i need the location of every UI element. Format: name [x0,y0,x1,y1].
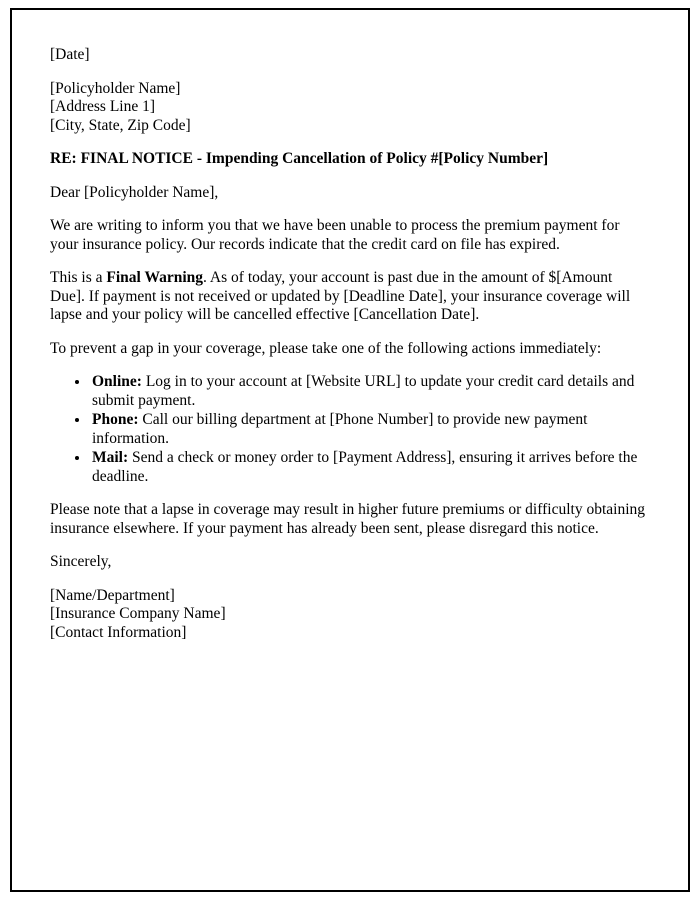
bullet-item-mail [90,449,648,486]
signature-contact-info: [Contact Information] [50,623,187,641]
bullet-label-phone: Phone: [92,411,139,428]
bullet-text-online: Log in to your account at [Website URL] to update your credit card details and submit payment. [92,373,635,409]
letter-date: [Date] [50,46,90,63]
letter-page [10,8,690,892]
signature-company-name: [Insurance Company Name] [50,605,226,622]
bullet-item-phone [90,411,648,448]
subject-line: RE: FINAL NOTICE - Impending Cancellation of Policy #[Policy Number] [50,150,549,167]
bullet-text-phone: Call our billing department at [Phone Number] to provide new payment information. [92,411,588,447]
final-warning-post-text: . As of today, your account is past due in the amount of $[Amount Due]. If payment is not received or updated by [Deadline Date], your insurance coverage will lapse and your policy will be cancelled effective [Cancellation Date]. [50,269,631,323]
signature-name-department: [Name/Department] [50,586,175,604]
paragraph-final-warning [50,269,648,325]
recipient-address-block [50,80,648,136]
final-warning-pre-text: This is a [50,269,107,286]
paragraph-actions-intro: To prevent a gap in your coverage, please take one of the following actions immediately: [50,339,602,357]
closing: Sincerely, [50,553,112,570]
bullet-label-mail: Mail: [92,449,129,466]
signature-block [50,587,648,643]
letter-body [50,46,648,642]
bullet-item-online [90,373,648,410]
paragraph-payment-failure: We are writing to inform you that we have been unable to process the premium payment for your insurance policy. Our records indicate that the credit card on file has expired. [50,217,620,253]
salutation: Dear [Policyholder Name], [50,183,219,201]
recipient-name: [Policyholder Name] [50,79,181,97]
bullet-label-online: Online: [92,373,142,390]
bullet-text-mail: Send a check or money order to [Payment Address], ensuring it arrives before the deadline. [92,449,638,485]
paragraph-lapse-notice: Please note that a lapse in coverage may result in higher future premiums or difficulty obtaining insurance elsewhere. If your payment has already been sent, please disregard this notice. [50,501,646,537]
action-bullet-list [50,373,648,486]
recipient-city-state-zip: [City, State, Zip Code] [50,116,191,134]
recipient-address-line1: [Address Line 1] [50,98,156,115]
final-warning-bold-text: Final Warning [106,269,204,286]
